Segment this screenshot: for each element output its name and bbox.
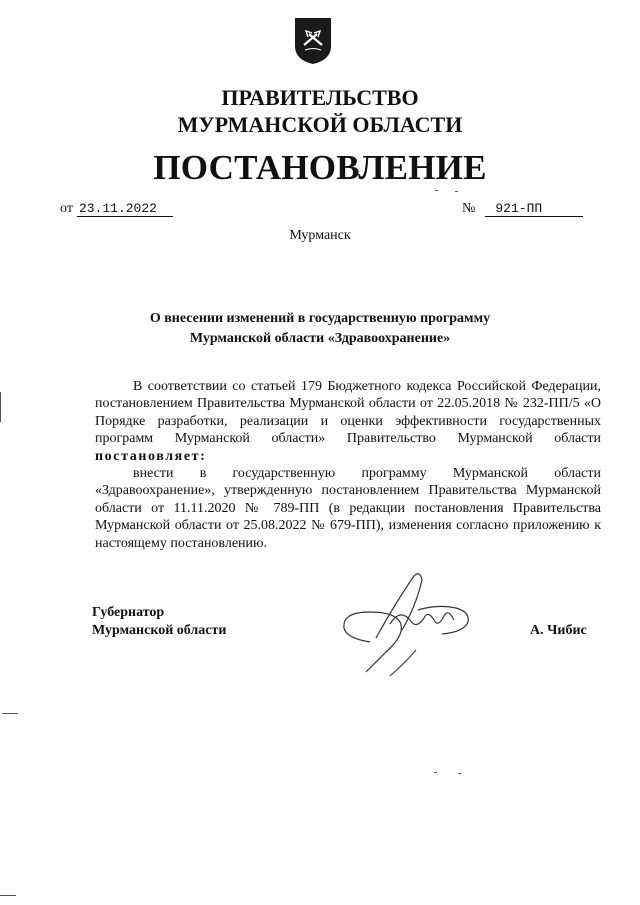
document-date [60, 201, 173, 217]
organization-line-2: МУРМАНСКОЙ ОБЛАСТИ [177, 112, 463, 137]
date-value: 23.11.2022 [77, 201, 173, 217]
decree-word: постановляет [95, 448, 201, 464]
document-type-title: ПОСТАНОВЛЕНИЕ [153, 148, 487, 187]
scan-margin-mark [2, 713, 18, 714]
scan-speck [455, 191, 458, 192]
coat-of-arms-icon [293, 16, 333, 66]
scan-margin-mark [0, 392, 1, 422]
scan-speck [435, 190, 438, 191]
handwritten-signature-icon [330, 568, 490, 688]
document-city: Мурманск [289, 228, 351, 243]
scan-margin-mark [0, 895, 16, 896]
signer-position-line-2: Мурманской области [92, 623, 227, 638]
number-value: 921-ПП [485, 201, 583, 217]
date-prefix: от [60, 201, 73, 216]
document-body [95, 378, 601, 552]
paragraph-1-text: В соответствии со статьей 179 Бюджетного кодекса Российской Федерации, постановлением Правительства Мурманской области от 22.05.2018 № 232-ПП/5 «О Порядке разработки, реализации и оценки эффективности государственных программ Мурманской области» Правительство Мурманской области [95, 379, 601, 447]
scan-speck [434, 772, 437, 773]
subject-line-1: О внесении изменений в государственную программу [149, 311, 491, 326]
document-number [462, 201, 583, 217]
signer-name: А. Чибис [530, 623, 587, 638]
document-subject [80, 309, 560, 349]
scan-speck [458, 773, 461, 774]
signer-position [92, 604, 226, 640]
body-paragraph-1 [95, 378, 601, 465]
organization-line-1: ПРАВИТЕЛЬСТВО [221, 85, 419, 110]
body-paragraph-2: внести в государственную программу Мурманской области «Здравоохранение», утвержденную постановлением Правительства Мурманской области от 11.11.2020 № 789-ПП (в редакции постановления Правительства Мурманской области от 25.08.2022 № 679-ПП), изменения согласно приложению к настоящему постановлению. [95, 466, 601, 551]
organization-name [0, 84, 640, 138]
decree-colon: : [200, 448, 207, 464]
subject-line-2: Мурманской области «Здравоохранение» [189, 331, 451, 346]
signer-position-line-1: Губернатор [92, 605, 165, 620]
number-prefix: № [462, 201, 476, 216]
